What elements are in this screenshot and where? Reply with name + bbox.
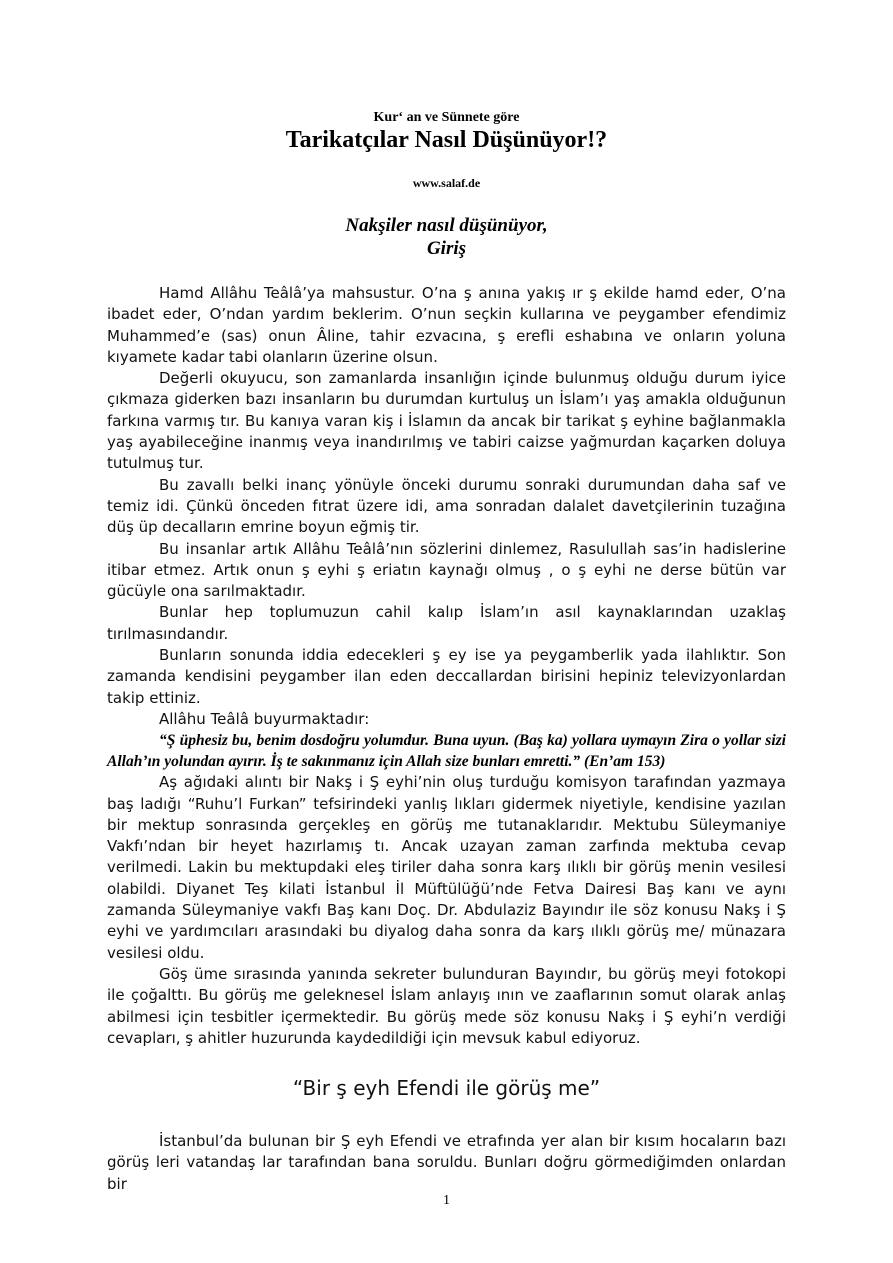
paragraph: Bunların sonunda iddia edecekleri ş ey ise ya peygamberlik yada ilahlıktır. Son zamanda kendisini peygamber ilan eden deccallardan birisini hepiniz televizyonlardan takip ettiniz. xyxy=(107,646,786,707)
paragraph: Allâhu Teâlâ buyurmaktadır: xyxy=(159,709,370,728)
paragraph: Değerli okuyucu, son zamanlarda insanlığın içinde bulunmuş olduğu durum iyice çıkmaza giderken bazı insanların bu durumdan kurtuluş un İslam’ı yaş amakla olduğunun farkına varmış tır. Bu kanıya varan kiş i İslamın da ancak bir tarikat ş eyhine bağlanmakla yaş ayabileceğine inanmış veya inandırılmış ve tabiri caizse yağmurdan kaçarken doluya tutulmuş tur. xyxy=(107,369,786,473)
subtitle-line-2: Giriş xyxy=(426,238,467,259)
paragraph: Bu insanlar artık Allâhu Teâlâ’nın sözlerini dinlemez, Rasulullah sas’in hadislerine itibar etmez. Artık onun ş eyhi ş eriatın kaynağı olmuş , o ş eyhi ne derse bütün var gücüyle ona sarılmaktadır. xyxy=(107,539,786,601)
document-kicker: Kur‘ an ve Sünnete göre xyxy=(373,110,520,125)
document-subtitle xyxy=(0,214,893,260)
website-label: www.salaf.de xyxy=(412,176,481,190)
paragraph: Bu zavallı belki inanç yönüyle önceki durumu sonraki durumundan daha saf ve temiz idi. Çünkü önceden fıtrat üzere idi, ama sonradan dalalet davetçilerinin tuzağına düş üp decalların emrine boyun eğmiş tir. xyxy=(107,475,786,537)
subtitle-line-1: Nakşiler nasıl düşünüyor, xyxy=(345,215,548,236)
section-heading: “Bir ş eyh Efendi ile görüş me” xyxy=(292,1076,601,1100)
section-body xyxy=(107,1131,786,1195)
document-title: Tarikatçılar Nasıl Düşünüyor!? xyxy=(285,127,608,153)
paragraph: Aş ağıdaki alıntı bir Nakş i Ş eyhi’nin oluş turduğu komisyon tarafından yazmaya baş ladığı “Ruhu’l Furkan” tefsirindeki yanlış lıkları gidermek niyetiyle, kendisine yazılan bir mektup sonrasında gerçekleş en görüş me tutanaklarıdır. Mektubu Süleymaniye Vakfı’ndan bir heyet hazırlamış tı. Ancak uzayan zaman zarfında mektuba cevap verilmedi. Lakin bu mektupdaki eleş tiriler daha sonra karş ılıklı bir görüş menin vesilesi olabildi. Diyanet Teş kilati İstanbul İl Müftülüğü’nde Fetva Dairesi Baş kanı ve aynı zamanda Süleymaniye vakfı Baş kanı Doç. Dr. Abdulaziz Bayındır ile söz konusu Nakş i Ş eyhi ve yardımcıları arasındaki bu diyalog daha sonra da karş ılıklı görüş me/ münazara vesilesi oldu. xyxy=(107,773,786,962)
paragraph: Hamd Allâhu Teâlâ’ya mahsustur. O’na ş anına yakış ır ş ekilde hamd eder, O’na ibadet eder, O’ndan yardım beklerim. O’nun seçkin kullarına ve peygamber efendimiz Muhammed’e (sas) onun Âline, tahir ezvacına, ş erefli eshabına ve onların yoluna kıyamete kadar tabi olanların üzerine olsun. xyxy=(107,284,786,366)
paragraph: Bunlar hep toplumuzun cahil kalıp İslam’ın asıl kaynaklarından uzaklaş tırılmasındandır. xyxy=(107,603,786,643)
paragraph: Göş üme sırasında yanında sekreter bulunduran Bayındır, bu görüş meyi fotokopi ile çoğalttı. Bu görüş me geleknesel İslam anlayış ının ve zaaflarının somut olarak anlaş abilmesi için tesbitler içermektedir. Bu görüş mede söz konusu Nakş i Ş eyhi’n verdiği cevapları, ş ahitler huzurunda kaydedildiği için mevsuk kabul ediyoruz. xyxy=(107,964,786,1047)
page-number: 1 xyxy=(443,1193,450,1208)
quran-quote: “Ş üphesiz bu, benim dosdoğru yolumdur. Buna uyun. (Baş ka) yollara uymayın Zira o yollar sizi Allah’ın yolundan ayırır. İş te sakınmanız için Allah size bunları emretti.” (En’am 153) xyxy=(107,732,786,771)
paragraph: İstanbul’da bulunan bir Ş eyh Efendi ve etrafında yer alan bir kısım hocaların bazı görüş leri vatandaş lar tarafından bana soruldu. Bunları doğru görmediğimden onlardan bir xyxy=(107,1132,786,1193)
body-text xyxy=(107,283,786,1049)
